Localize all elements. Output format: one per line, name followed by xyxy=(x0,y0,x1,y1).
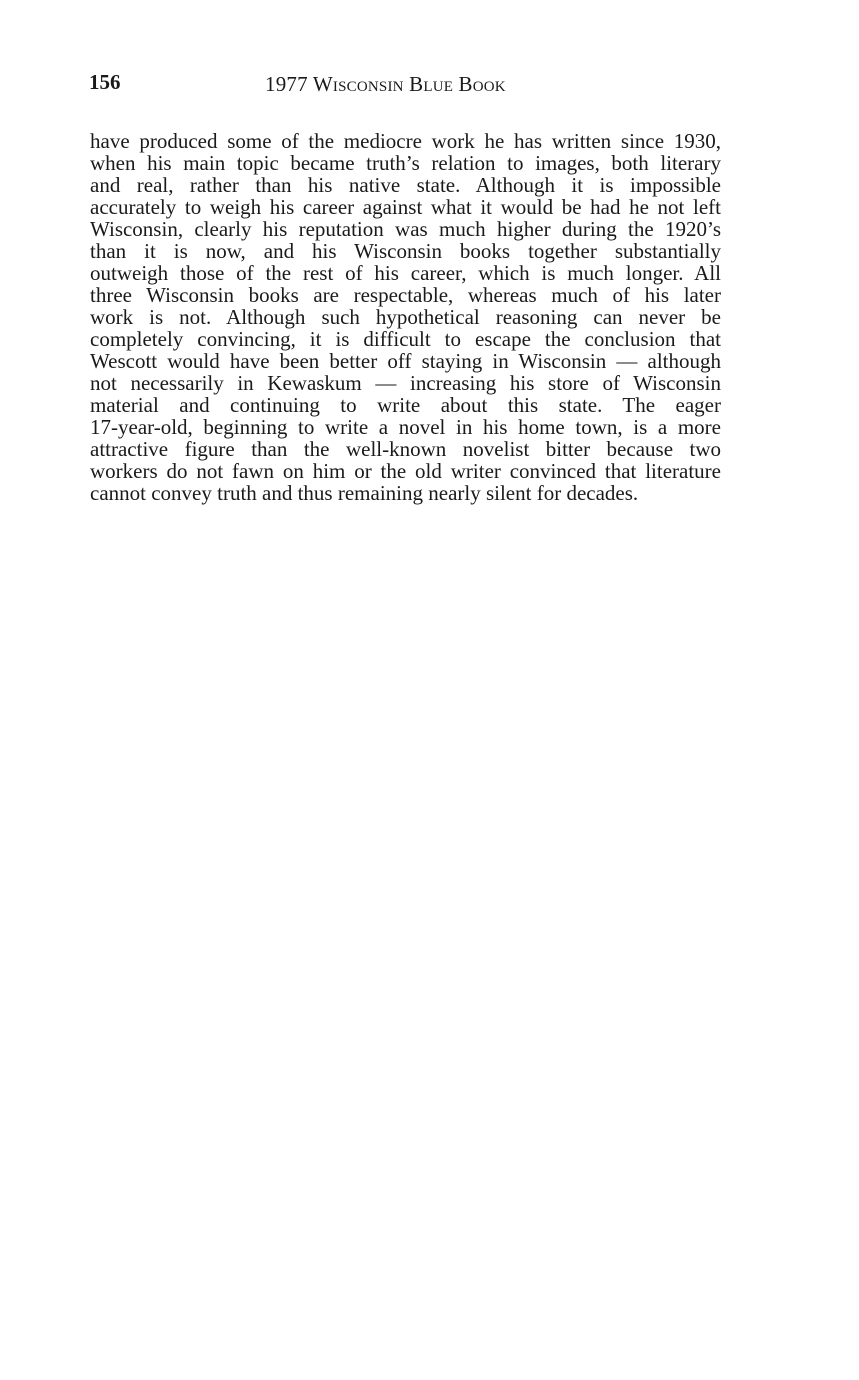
running-head: 1977 Wisconsin Blue Book xyxy=(265,72,506,96)
text-line: workers do not fawn on him or the old writer convinced that literature xyxy=(90,459,721,483)
text-line: material and continuing to write about this state. The eager xyxy=(90,393,721,417)
text-line: Wisconsin, clearly his reputation was much higher during the 1920’s xyxy=(90,217,721,241)
text-line: outweigh those of the rest of his career, which is much longer. All xyxy=(90,261,721,285)
text-line: attractive figure than the well-known novelist bitter because two xyxy=(90,437,721,461)
text-line: accurately to weigh his career against what it would be had he not left xyxy=(90,195,721,219)
text-line: 17-year-old, beginning to write a novel in his home town, is a more xyxy=(90,415,721,439)
text-line: work is not. Although such hypothetical reasoning can never be xyxy=(90,305,721,329)
text-line: not necessarily in Kewaskum — increasing his store of Wisconsin xyxy=(90,371,721,395)
page-number: 156 xyxy=(89,70,121,94)
text-line: Wescott would have been better off staying in Wisconsin — although xyxy=(90,349,721,373)
body-paragraph xyxy=(90,130,721,504)
text-line: have produced some of the mediocre work he has written since 1930, xyxy=(90,129,721,153)
text-line: than it is now, and his Wisconsin books together substantially xyxy=(90,239,721,263)
text-line: completely convincing, it is difficult to escape the conclusion that xyxy=(90,327,721,351)
text-line: cannot convey truth and thus remaining nearly silent for decades. xyxy=(90,481,639,505)
text-line: when his main topic became truth’s relation to images, both literary xyxy=(90,151,721,175)
text-line: and real, rather than his native state. Although it is impossible xyxy=(90,173,721,197)
text-line: three Wisconsin books are respectable, whereas much of his later xyxy=(90,283,721,307)
